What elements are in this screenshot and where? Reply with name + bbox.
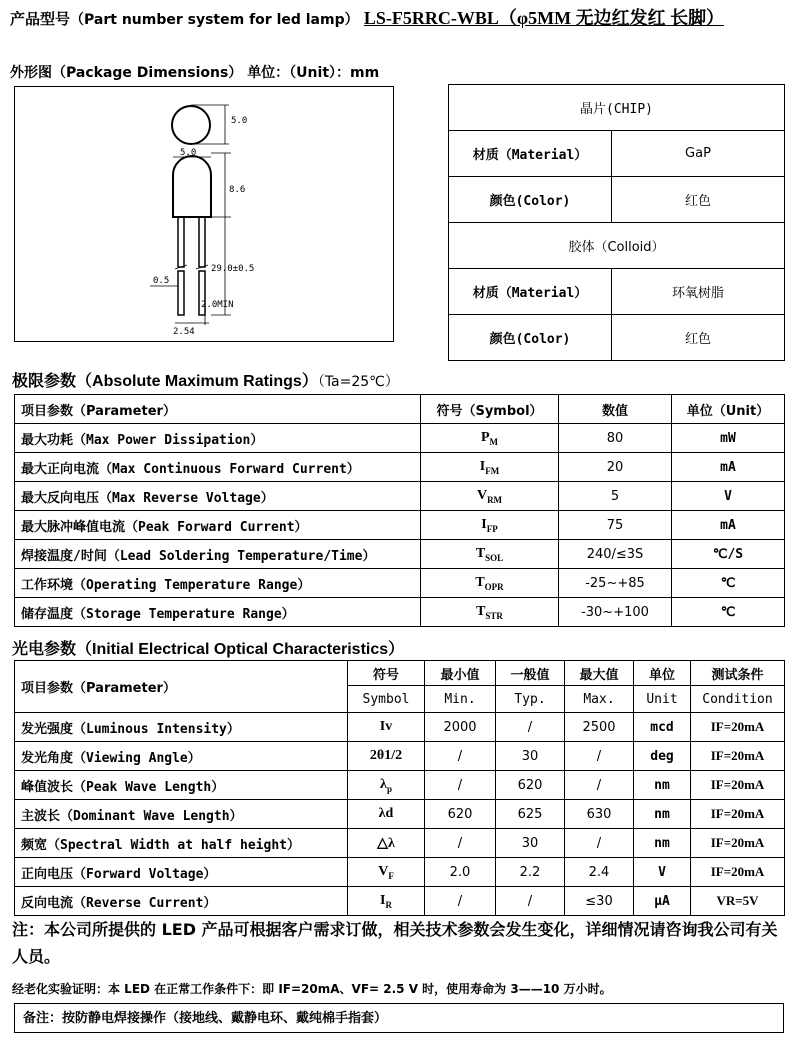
colloid-material-label: 材质（Material）	[449, 269, 612, 315]
unit-cell: mW	[672, 424, 785, 453]
param-cell: 发光强度（Luminous Intensity）	[15, 713, 348, 742]
max-cell: 2500	[565, 713, 634, 742]
col-header-min-cn: 最小值	[425, 661, 496, 686]
symbol-cell: $\lambda_p$	[348, 771, 425, 800]
col-header-parameter: 项目参数（Parameter）	[15, 661, 348, 713]
param-cell: 反向电流（Reverse Current）	[15, 887, 348, 916]
col-header-symbol: 符号（Symbol）	[421, 395, 559, 424]
unit-cell: mA	[672, 453, 785, 482]
table-row	[449, 315, 785, 361]
table-header-row	[15, 395, 785, 424]
custom-note: 注：本公司所提供的 LED 产品可根据客户需求订做，相关技术参数会发生变化，详细情况请咨询我公司有关人员。	[12, 920, 778, 966]
param-cell: 最大反向电压（Max Reverse Voltage）	[15, 482, 421, 511]
symbol-cell: $T_{STR}$	[421, 598, 559, 627]
dim-top-diameter: 5.0	[231, 116, 248, 126]
abs-max-table	[14, 394, 785, 627]
optical-title: 光电参数（Initial Electrical Optical Characteristics）	[12, 639, 405, 658]
chip-color-label: 颜色(Color)	[449, 177, 612, 223]
symbol-cell: $I_R$	[348, 887, 425, 916]
dim-min-length: 2.0MIN	[201, 300, 234, 310]
value-cell: 75	[559, 511, 672, 540]
table-row	[449, 131, 785, 177]
col-header-cond-en: Condition	[691, 686, 785, 713]
colloid-material-value: 环氧树脂	[612, 269, 785, 315]
chip-material-value: GaP	[612, 131, 785, 177]
param-cell: 焊接温度/时间（Lead Soldering Temperature/Time）	[15, 540, 421, 569]
typ-cell: 2.2	[496, 858, 565, 887]
typ-cell: 30	[496, 742, 565, 771]
param-cell: 储存温度（Storage Temperature Range）	[15, 598, 421, 627]
col-header-typ-cn: 一般值	[496, 661, 565, 686]
unit-cell: deg	[634, 742, 691, 771]
typ-cell: /	[496, 887, 565, 916]
col-header-symbol-en: Symbol	[348, 686, 425, 713]
table-row	[15, 771, 785, 800]
unit-cell: ℃	[672, 569, 785, 598]
aging-note: 经老化实验证明：本 LED 在正常工作条件下：即 IF=20mA、VF= 2.5 V 时，使用寿命为 3——10 万小时。	[12, 982, 612, 996]
value-cell: 240/≤3S	[559, 540, 672, 569]
condition-cell: IF=20mA	[691, 829, 785, 858]
model-number: LS-F5RRC-WBL（φ5MM 无边红发红 长脚）	[363, 8, 725, 28]
package-dimensions-label: 外形图（Package Dimensions） 单位：（Unit）：mm	[10, 65, 380, 81]
col-header-symbol-cn: 符号	[348, 661, 425, 686]
symbol-cell: Iv	[348, 713, 425, 742]
table-row	[15, 858, 785, 887]
min-cell: /	[425, 829, 496, 858]
table-row	[15, 511, 785, 540]
param-cell: 主波长（Dominant Wave Length）	[15, 800, 348, 829]
min-cell: 620	[425, 800, 496, 829]
table-row	[15, 453, 785, 482]
min-cell: /	[425, 887, 496, 916]
max-cell: /	[565, 829, 634, 858]
symbol-cell: $I_{FP}$	[421, 511, 559, 540]
min-cell: 2.0	[425, 858, 496, 887]
typ-cell: /	[496, 713, 565, 742]
param-cell: 最大功耗（Max Power Dissipation）	[15, 424, 421, 453]
unit-cell: nm	[634, 800, 691, 829]
symbol-cell: $V_F$	[348, 858, 425, 887]
param-cell: 峰值波长（Peak Wave Length）	[15, 771, 348, 800]
symbol-cell: $P_M$	[421, 424, 559, 453]
symbol-cell: $I_{FM}$	[421, 453, 559, 482]
value-cell: -30~+100	[559, 598, 672, 627]
table-header-row	[15, 661, 785, 686]
col-header-unit-cn: 单位	[634, 661, 691, 686]
condition-cell: IF=20mA	[691, 858, 785, 887]
chip-header: 晶片(CHIP)	[449, 85, 785, 131]
max-cell: ≤30	[565, 887, 634, 916]
table-row	[15, 829, 785, 858]
table-row	[15, 482, 785, 511]
led-outline-diagram	[15, 87, 393, 341]
col-header-max-cn: 最大值	[565, 661, 634, 686]
part-number-label: 产品型号（Part number system for led lamp）	[10, 10, 359, 28]
col-header-parameter: 项目参数（Parameter）	[15, 395, 421, 424]
symbol-cell: 2θ1/2	[348, 742, 425, 771]
col-header-cond-cn: 测试条件	[691, 661, 785, 686]
symbol-cell: $T_{OPR}$	[421, 569, 559, 598]
dim-body-diameter: 5.0	[180, 148, 197, 158]
unit-cell: V	[634, 858, 691, 887]
min-cell: 2000	[425, 713, 496, 742]
col-header-value: 数值	[559, 395, 672, 424]
chip-color-value: 红色	[612, 177, 785, 223]
dim-pitch: 2.54	[173, 327, 195, 337]
symbol-cell: λd	[348, 800, 425, 829]
optical-table	[14, 660, 785, 916]
symbol-cell: $V_{RM}$	[421, 482, 559, 511]
symbol-cell: △λ	[348, 829, 425, 858]
symbol-cell: $T_{SOL}$	[421, 540, 559, 569]
dim-lead-width: 0.5	[153, 276, 170, 286]
condition-cell: IF=20mA	[691, 771, 785, 800]
dim-lead-length: 29.0±0.5	[211, 264, 255, 274]
value-cell: 20	[559, 453, 672, 482]
param-cell: 正向电压（Forward Voltage）	[15, 858, 348, 887]
unit-cell: nm	[634, 829, 691, 858]
col-header-unit: 单位（Unit）	[672, 395, 785, 424]
param-cell: 最大脉冲峰值电流（Peak Forward Current）	[15, 511, 421, 540]
package-drawing	[14, 86, 394, 342]
param-cell: 工作环境（Operating Temperature Range）	[15, 569, 421, 598]
value-cell: -25~+85	[559, 569, 672, 598]
param-cell: 发光角度（Viewing Angle）	[15, 742, 348, 771]
unit-cell: nm	[634, 771, 691, 800]
max-cell: 2.4	[565, 858, 634, 887]
unit-cell: mA	[672, 511, 785, 540]
value-cell: 5	[559, 482, 672, 511]
unit-cell: ℃	[672, 598, 785, 627]
param-cell: 最大正向电流（Max Continuous Forward Current）	[15, 453, 421, 482]
table-row	[15, 742, 785, 771]
min-cell: /	[425, 742, 496, 771]
table-row	[15, 540, 785, 569]
colloid-color-value: 红色	[612, 315, 785, 361]
product-title	[10, 4, 795, 35]
unit-cell: ℃/S	[672, 540, 785, 569]
param-cell: 频宽（Spectral Width at half height）	[15, 829, 348, 858]
typ-cell: 625	[496, 800, 565, 829]
table-row	[449, 177, 785, 223]
table-row	[15, 424, 785, 453]
colloid-color-label: 颜色(Color)	[449, 315, 612, 361]
colloid-header: 胶体（Colloid）	[449, 223, 785, 269]
table-row	[15, 713, 785, 742]
max-cell: 630	[565, 800, 634, 829]
condition-cell: VR=5V	[691, 887, 785, 916]
table-row	[449, 269, 785, 315]
table-row	[15, 598, 785, 627]
table-row	[15, 569, 785, 598]
condition-cell: IF=20mA	[691, 800, 785, 829]
condition-cell: IF=20mA	[691, 713, 785, 742]
col-header-unit-en: Unit	[634, 686, 691, 713]
col-header-max-en: Max.	[565, 686, 634, 713]
unit-cell: V	[672, 482, 785, 511]
unit-cell: mcd	[634, 713, 691, 742]
remark-box: 备注：按防静电焊接操作（接地线、戴静电环、戴纯棉手指套）	[14, 1003, 784, 1033]
dim-body-height: 8.6	[229, 185, 246, 195]
unit-cell: μA	[634, 887, 691, 916]
max-cell: /	[565, 771, 634, 800]
condition-cell: IF=20mA	[691, 742, 785, 771]
table-row	[15, 800, 785, 829]
col-header-min-en: Min.	[425, 686, 496, 713]
typ-cell: 30	[496, 829, 565, 858]
min-cell: /	[425, 771, 496, 800]
table-row	[15, 887, 785, 916]
chip-colloid-table	[448, 84, 785, 361]
typ-cell: 620	[496, 771, 565, 800]
abs-max-title: 极限参数（Absolute Maximum Ratings）（Ta=25℃）	[12, 371, 399, 390]
value-cell: 80	[559, 424, 672, 453]
col-header-typ-en: Typ.	[496, 686, 565, 713]
max-cell: /	[565, 742, 634, 771]
chip-material-label: 材质（Material）	[449, 131, 612, 177]
